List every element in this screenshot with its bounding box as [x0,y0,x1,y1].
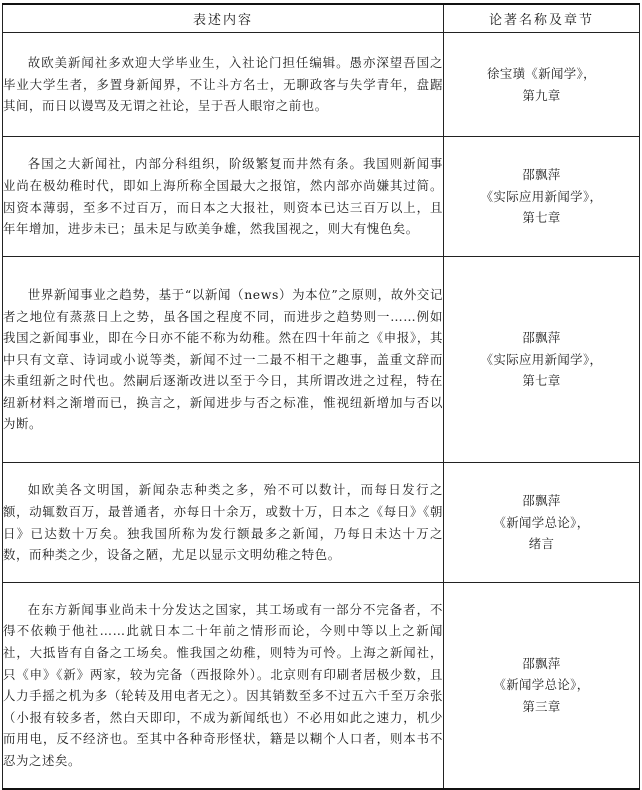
header-row [3,4,640,33]
source-author: 邵飘萍 [522,330,561,346]
source-book: 《新闻学总论》， [493,677,590,693]
row-content: 世界新闻事业之趋势，基于“以新闻（news）为本位”之原则，故外交记者之地位有蒸蒸日上之势，虽各国之程度不同，而进步之趋势则一……例如我国之新闻事业，即在今日亦不能不称为幼稚。然在四十年前之《申报》，其中只有文章、诗词或小说等类，新闻不过一二最不相干之趣事，盖重文辞而未重纽新之时代也。然嗣后逐渐改进以至于今日，其所谓改进之过程，特在纽新材料之渐增而已，换言之，新闻进步与否之标准，惟视纽新增加与否以为断。 [3,257,444,463]
row-source [444,257,640,463]
source-author: 邵飘萍 [522,655,561,671]
header-content: 表述内容 [3,4,444,33]
row-source [444,137,640,257]
source-chapter: 绪言 [528,536,555,552]
quote-table [2,3,640,790]
source-chapter: 第七章 [522,373,561,389]
table-row [3,137,640,257]
row-content: 各国之大新闻社，内部分科组织，阶级繁复而井然有条。我国则新闻事业尚在极幼稚时代，即如上海所称全国最大之报馆，然内部亦尚嫌其过简。因资本薄弱，至多不过百万，而日本之大报社，则资本已达三百万以上，且年年增加，进步未已；虽未足与欧美争雄，然我国视之，则大有愧色矣。 [3,137,444,257]
source-chapter: 第三章 [522,699,561,715]
row-content: 如欧美各文明国，新闻杂志种类之多，殆不可以数计，而每日发行之额，动辄数百万，最普通者，亦每日十余万，或数十万，日本之《每日》《朝日》已达数十万矣。独我国所称为发行额最多之新闻，乃每日未达十万之数，而种类之少，设备之陋，尤足以显示文明幼稚之特色。 [3,463,444,583]
row-content: 在东方新闻事业尚未十分发达之国家，其工场或有一部分不完备者，不得不依赖于他社……此就日本二十年前之情形而论，今则中等以上之新闻社，大抵皆有自备之工场矣。惟我国之幼稚，则特为可怜。上海之新闻社，只《申》《新》两家，较为完备（西报除外）。北京则有印刷者居极少数，且人力手摇之机为多（轮转及用电者无之）。因其销数至多不过五六千至万余张（小报有较多者，然白天即印，不成为新闻纸也）不必用如此之速力，机少而用电，反不经济也。至其中各种奇形怪状，籍是以糊个人口者，则本书不忍为之述矣。 [3,583,444,789]
source-chapter: 第九章 [522,87,561,103]
source-book: 徐宝璜《新闻学》， [487,65,596,81]
source-chapter: 第七章 [522,210,561,226]
source-book: 《新闻学总论》， [493,514,590,530]
header-source: 论著名称及章节 [444,4,640,33]
row-source [444,583,640,789]
row-source [444,463,640,583]
table-row [3,257,640,463]
source-author: 邵飘萍 [522,167,561,183]
row-source [444,33,640,137]
source-author: 邵飘萍 [522,493,561,509]
row-content: 故欧美新闻社多欢迎大学毕业生，入社论门担任编辑。愚亦深望吾国之毕业大学生者，多置身新闻界，不让斗方名士，无聊政客与失学青年，盘踞其间，而日以谩骂及无谓之社论，呈于吾人眼帘之前也。 [3,33,444,137]
table-row [3,463,640,583]
table-row [3,33,640,137]
source-book: 《实际应用新闻学》， [480,351,603,367]
table-row [3,583,640,789]
source-book: 《实际应用新闻学》， [480,188,603,204]
